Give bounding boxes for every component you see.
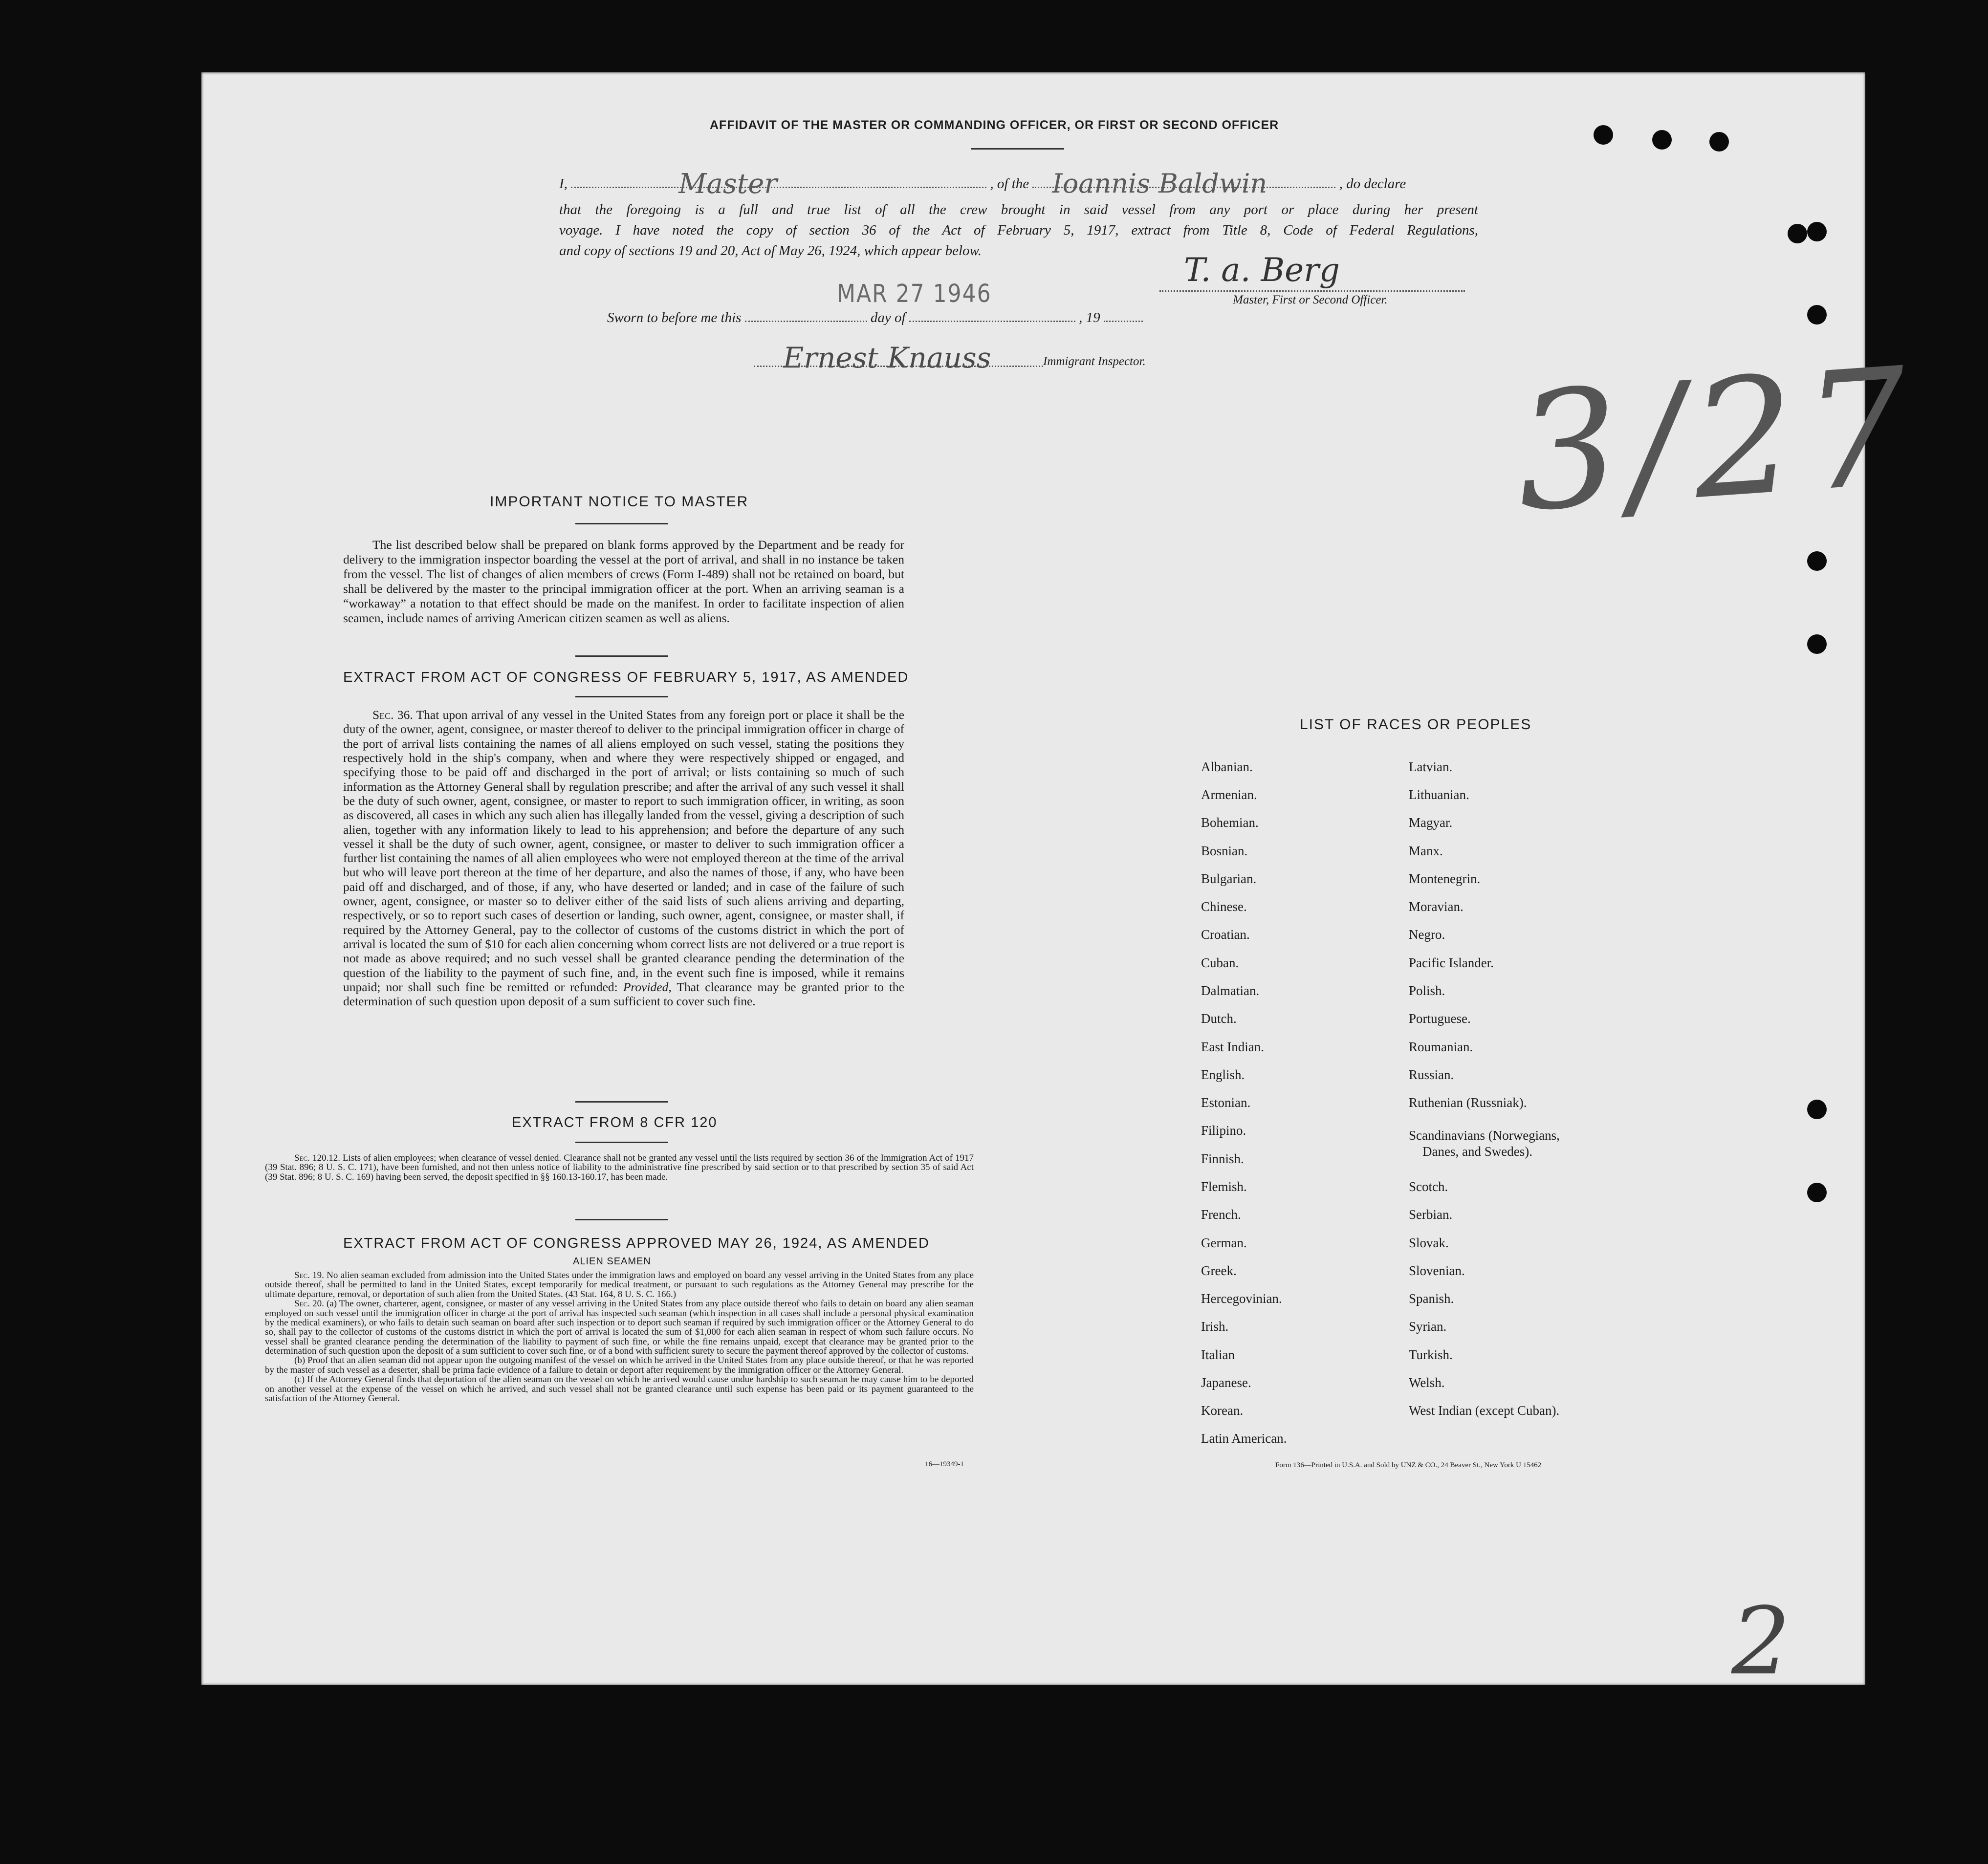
affidavit-body [559,199,1478,261]
inspector-line [754,366,1043,367]
extract-cfr-body [265,1153,974,1182]
race-item: Scandinavians (Norwegians, [1409,1128,1560,1143]
notice-body-text: The list described below shall be prepared on blank forms approved by the Department and be ready for delivery to the immigration inspector boarding the vessel at the port of arrival, and shall in no instance be taken from the vessel. The list of changes of alien members of crews (Form I-489) shall not be retained on board, but shall be delivered by the master to the principal immigration officer at the port. When an arriving seaman is a “workaway” a notation to that effect should be made on the manifest. In order to facilitate inspection of alien seamen, include names of arriving American citizen seamen as well as aliens. [343,538,904,626]
extract-1917-body [343,708,904,1009]
race-item: Italian [1201,1347,1235,1362]
race-item: Bohemian. [1201,815,1259,830]
race-item: Dutch. [1201,1011,1237,1026]
race-item: Flemish. [1201,1179,1247,1194]
race-item: Serbian. [1409,1207,1453,1222]
extract-1917-end-rule [575,1101,668,1103]
race-item: Montenegrin. [1409,871,1481,886]
extract-1917-body-end: That clearance may be granted prior to the determination of such question upon deposit of a sum sufficient to cover such fine. [343,979,904,1009]
extract-cfr-rule [575,1142,668,1143]
day-field [745,321,867,322]
master-name-field [571,168,986,200]
document-sheet [201,72,1924,1695]
race-item: Turkish. [1409,1347,1453,1362]
affidavit-body-line-2: voyage. I have noted the copy of section 36 of the Act of February 5, 1917, extract from Title 8, Code of Federal Regulations, [559,222,1478,238]
race-item: Finnish. [1201,1151,1244,1166]
extract-cfr-sec-label: Sec. 120.12. [294,1153,340,1163]
text-year: , 19 [1079,310,1100,325]
race-item: Chinese. [1201,899,1247,914]
punch-hole-icon [1807,634,1827,654]
race-item: Cuban. [1201,955,1239,970]
race-item: Croatian. [1201,927,1250,942]
vessel-handwriting: Ioannis Baldwin [1052,168,1267,199]
vessel-name-field [1032,168,1335,199]
text-sworn: Sworn to before me this [607,310,742,325]
text-day-of: day of [870,310,906,325]
master-signature: T. a. Berg [1184,251,1340,289]
race-item: Magyar. [1409,815,1453,830]
sec20b-paragraph: (b) Proof that an alien seaman did not appear upon the outgoing manifest of the vessel on which he arrived in the United States from any place outside thereof, or that he was reported by the master of such vessel as a deserter, shall be prima facie evidence of a failure to detain or deport after requirement by the immigration officer or the Attorney General. [265,1355,974,1375]
race-item: Syrian. [1409,1319,1447,1334]
handwritten-date-mark: 3/27 [1510,332,1924,548]
extract-cfr-body-text: Lists of alien employees; when clearance of vessel denied. Clearance shall not be granted any vessel until the lists required by section 36 of the Immigration Act of 1917 (39 Stat. 896; 8 U. S. C. 171), have been furnished, and not then unless notice of liability to the administrative fine prescribed by said section or to that prescribed by section 35 of said Act (39 Stat. 896; 8 U. S. C. 169) having been served, the deposit specified in §§ 160.13-160.17, has been made. [265,1153,974,1182]
race-item: Armenian. [1201,787,1257,802]
extract-1917-provided: Provided, [623,979,672,994]
race-item: Filipino. [1201,1123,1246,1138]
notice-title: IMPORTANT NOTICE TO MASTER [490,494,749,510]
race-item: Dalmatian. [1201,983,1260,998]
punch-hole-icon [1788,224,1807,243]
year-field [1104,321,1143,322]
punch-hole-icon [1807,1100,1827,1119]
punch-hole-icon [1807,222,1827,241]
race-item: Latin American. [1201,1431,1287,1446]
sec19-paragraph [265,1271,974,1299]
punch-hole-icon [1807,551,1827,571]
race-item: Latvian. [1409,759,1453,774]
text-of-the: , of the [990,176,1029,192]
extract-1924-title: EXTRACT FROM ACT OF CONGRESS APPROVED MAY 26, 1924, AS AMENDED [343,1235,930,1251]
affidavit-line-1 [559,168,1683,200]
race-item: Roumanian. [1409,1040,1473,1054]
punch-hole-icon [1807,305,1827,325]
race-item: French. [1201,1207,1241,1222]
title-rule [971,148,1064,150]
race-item: West Indian (except Cuban). [1409,1403,1560,1418]
race-item: Russian. [1409,1067,1454,1082]
race-item: Polish. [1409,983,1445,998]
race-item: Pacific Islander. [1409,955,1494,970]
races-title: LIST OF RACES OR PEOPLES [1300,716,1532,733]
race-item: Slovak. [1409,1235,1449,1250]
race-item: Scotch. [1409,1179,1448,1194]
punch-hole-icon [1652,130,1672,150]
race-item: Hercegovinian. [1201,1291,1282,1306]
race-item: Portuguese. [1409,1011,1471,1026]
race-item: Japanese. [1201,1375,1251,1390]
sworn-line [607,310,1143,326]
extract-1917-rule [575,696,668,697]
extract-1917-title: EXTRACT FROM ACT OF CONGRESS OF FEBRUARY 5, 1917, AS AMENDED [343,670,909,685]
race-item: English. [1201,1067,1245,1082]
race-item: Danes, and Swedes). [1422,1144,1532,1159]
punch-hole-icon [1594,125,1613,145]
sec20c-paragraph: (c) If the Attorney General finds that deportation of the alien seaman on the vessel on which he arrived would cause undue hardship to such seaman he may cause him to be deported on another vessel at the expense of the vessel on which he arrived, and such vessel shall not be granted clearance until such expense has been paid or its payment guaranteed to the satisfaction of the Attorney General. [265,1374,974,1404]
race-item: Manx. [1409,844,1443,858]
extract-1924-subtitle: ALIEN SEAMEN [573,1256,651,1267]
race-item: Albanian. [1201,759,1253,774]
sec20a-paragraph [265,1299,974,1356]
extract-1917-body-text: That upon arrival of any vessel in the United States from any foreign port or place it shall be the duty of the owner, agent, consignee, or master thereof to deliver to the principal immigration officer in charge of the port of arrival lists containing the names of all aliens employed on such vessel, stating the positions they respectively hold in the ship's company, when and where they were respectively shipped or engaged, and specifying those to be paid off and discharged in the port of arrival; or lists containing so much of such information as the Attorney General shall by regulation prescribe; and after the arrival of any such vessel it shall be the duty of such owner, agent, consignee, or master to report to such immigration officer, in writing, as soon as discovered, all cases in which any such alien has illegally landed from the vessel, giving a description of such alien, together with any information likely to lead to his apprehension; and before the departure of any such vessel it shall be the duty of such owner, agent, consignee, or master to deliver to such immigration officer a further list containing the names of all alien employees who were not employed thereon at the time of the arrival but who will leave port thereon at the time of her departure, and also the names of those, if any, who have been paid off and discharged, and of those, if any, who have deserted or landed; and in case of the failure of such owner, agent, consignee, or master so to deliver either of the said lists of such aliens arriving and departing, respectively, or so to report such cases of desertion or landing, such owner, agent, consignee, or master shall, if required by the Attorney General, pay to the collector of customs of the customs district in which the port of arrival is located the sum of $10 for each alien concerning whom correct lists are not delivered or a true report is not made as above required; and no such vessel shall be granted clearance pending the determination of the question of the liability to the payment of such fine, and, in the event such fine is imposed, while it remains unpaid; nor shall such fine be remitted or refunded: [343,708,904,994]
race-item: Welsh. [1409,1375,1445,1390]
extract-cfr-title: EXTRACT FROM 8 CFR 120 [512,1115,718,1130]
race-item: Greek. [1201,1263,1237,1278]
sec20a-text: (a) The owner, charterer, agent, consignee, or master of any vessel arriving in the United States from any place outside thereof who fails to detain on board any alien seaman employed on such vessel until the immigration officer in charge at the port of arrival has inspected such seaman (which inspection in all cases shall include a personal physical examination by the medical examiners), or who fails to detain such seaman on board after such inspection or to deport such seaman if required by such immigration officer or the Attorney General to do so, shall pay to the collector of customs of the customs district in which the port of arrival is located the sum of $1,000 for each alien seaman in respect of whom such failure occurs. No vessel shall be granted clearance pending the determination of the liability to payment of such fine, or while the fine remains unpaid, except that clearance may be granted prior to the determination of such question upon the deposit of a sum sufficient to cover such fine, or of a bond with sufficient surety to secure the payment thereof approved by the collector of customs. [265,1299,974,1356]
affidavit-body-line-3: and copy of sections 19 and 20, Act of May 26, 1924, which appear below. [559,243,982,259]
inspector-signature: Ernest Knauss [783,341,991,374]
race-item: Spanish. [1409,1291,1454,1306]
notice-rule [575,523,668,524]
text-do-declare: , do declare [1339,176,1406,192]
affidavit-body-line-1: that the foregoing is a full and true list of all the crew brought in said vessel from any port or place during her present [559,202,1478,217]
race-item: Slovenian. [1409,1263,1465,1278]
punch-hole-icon [1709,132,1729,152]
affidavit-title: AFFIDAVIT OF THE MASTER OR COMMANDING OFFICER, OR FIRST OR SECOND OFFICER [710,118,1279,132]
form-note: Form 136—Printed in U.S.A. and Sold by UNZ & CO., 24 Beaver St., New York U 15462 [1275,1461,1542,1469]
date-stamp: MAR 27 1946 [837,280,992,308]
signature-caption: Master, First or Second Officer. [1233,293,1388,306]
inspector-caption: Immigrant Inspector. [1043,355,1146,368]
race-item: East Indian. [1201,1040,1264,1054]
text-i: I, [559,176,568,192]
extract-1917-sec-label: Sec. 36. [372,708,413,722]
notice-end-rule [575,655,668,657]
race-item: Bosnian. [1201,844,1248,858]
sec19-text: No alien seaman excluded from admission into the United States under the immigration laws and employed on board any vessel arriving in the United States from any place outside thereof, shall be permitted to land in the United States, except temporarily for medical treatment, or pursuant to such regulations as the Attorney General may prescribe for the ultimate departure, removal, or deportation of such alien from the United States. (43 Stat. 164, 8 U. S. C. 166.) [265,1270,974,1300]
sec19-label: Sec. 19. [294,1270,324,1280]
sec20-label: Sec. 20. [294,1299,324,1309]
race-item: Negro. [1409,927,1445,942]
race-item: Ruthenian (Russniak). [1409,1095,1527,1110]
race-item: Irish. [1201,1319,1229,1334]
extract-1924-body [265,1271,974,1403]
race-item: Lithuanian. [1409,787,1469,802]
race-item: Bulgarian. [1201,871,1257,886]
race-item: Korean. [1201,1403,1244,1418]
signature-line [1159,290,1465,292]
print-code: 16—19349-1 [925,1460,964,1468]
master-handwriting: Master [678,168,778,200]
notice-body [343,538,904,626]
handwritten-page-number: 2 [1731,1587,1791,1695]
race-item: Estonian. [1201,1095,1251,1110]
punch-hole-icon [1807,1183,1827,1202]
extract-cfr-end-rule [575,1219,668,1220]
race-item: Moravian. [1409,899,1464,914]
month-field [909,321,1075,322]
race-item: German. [1201,1235,1247,1250]
